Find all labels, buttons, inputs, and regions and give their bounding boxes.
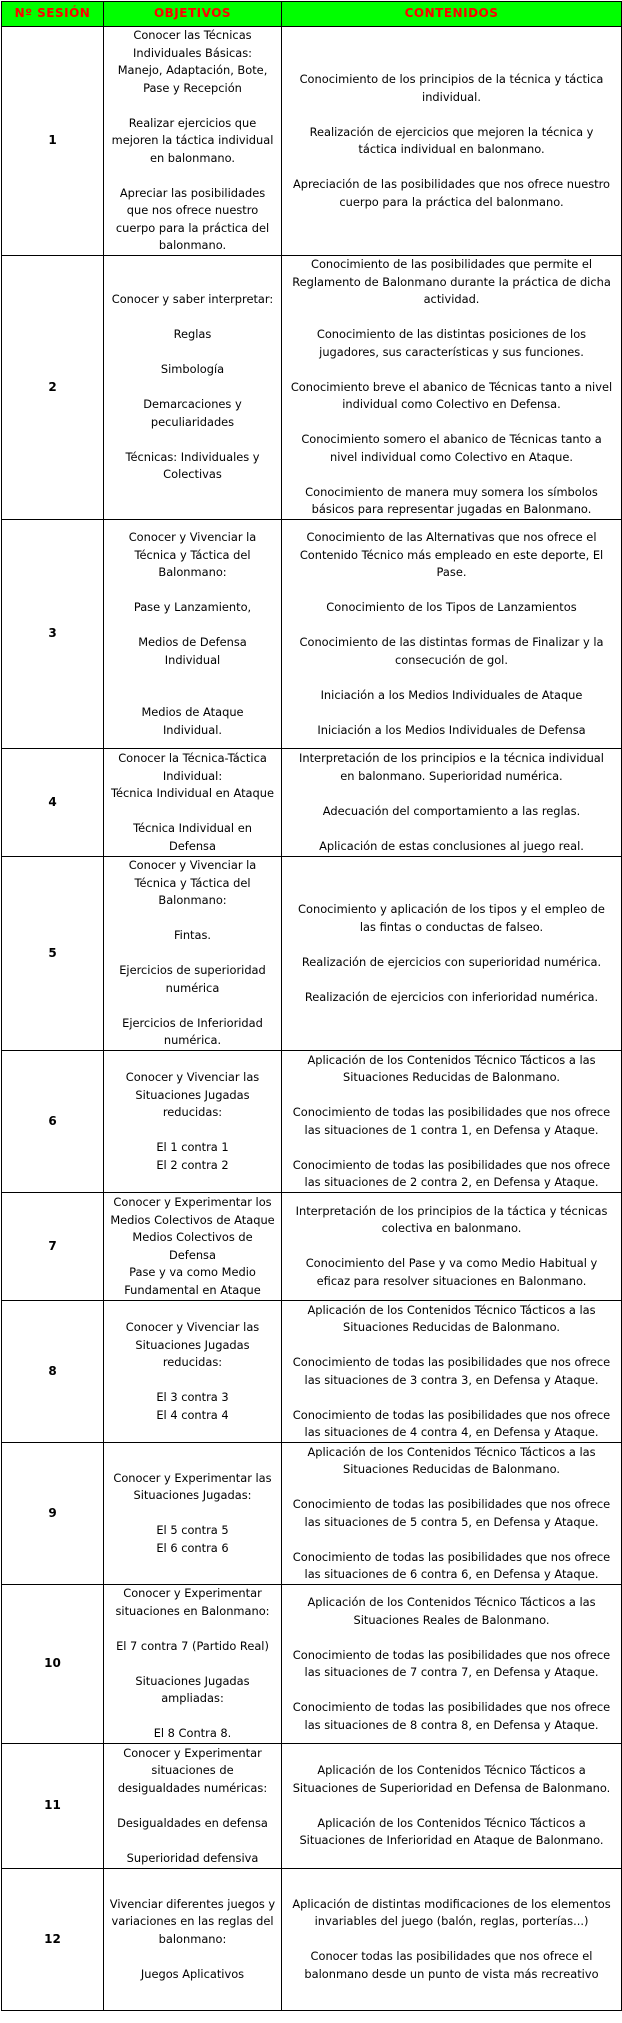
objectives-cell bbox=[104, 27, 282, 256]
objective-line: Medios de Ataque bbox=[141, 705, 244, 719]
content-line: Aplicación de los Contenidos Técnico Tácticos a las bbox=[307, 1302, 596, 1317]
objective-line: que nos ofrece nuestro bbox=[126, 203, 259, 218]
objective-line: El 3 contra 3 bbox=[156, 1390, 229, 1404]
content-line: Conocimiento de las distintas formas de Finalizar y la bbox=[299, 635, 604, 649]
content-line: Reglamento de Balonmano durante la práctica de dicha bbox=[292, 274, 611, 289]
objectives-cell bbox=[104, 1869, 282, 2011]
content-line bbox=[285, 1238, 618, 1256]
objectives-cell bbox=[104, 256, 282, 520]
content-line: Situaciones de Inferioridad en Ataque de Balonmano. bbox=[299, 1833, 604, 1848]
objective-line: Técnica y Táctica del bbox=[134, 875, 251, 890]
objective-line: El 7 contra 7 (Partido Real) bbox=[116, 1638, 269, 1653]
objectives-cell bbox=[104, 749, 282, 857]
objectives-cell bbox=[104, 857, 282, 1051]
content-line: las fintas o conductas de falseo. bbox=[359, 919, 544, 934]
header-objectives: OBJETIVOS bbox=[104, 2, 282, 27]
objective-line: en balonmano. bbox=[149, 150, 236, 165]
content-line: Conocimiento de todas las posibilidades que nos ofrece bbox=[292, 1157, 611, 1172]
content-line: Conocimiento de todas las posibilidades que nos ofrece bbox=[292, 1105, 611, 1119]
contents-cell bbox=[282, 1869, 622, 2011]
content-line: Conocimiento de todas las posibilidades que nos ofrece bbox=[292, 1549, 611, 1564]
contents-cell bbox=[282, 520, 622, 749]
objectives-cell bbox=[104, 1443, 282, 1585]
sessions-table bbox=[1, 1, 622, 2011]
content-line: Situaciones Reducidas de Balonmano. bbox=[343, 1462, 560, 1476]
objective-line: reducidas: bbox=[162, 1105, 223, 1119]
content-line: Conocimiento de las posibilidades que permite el bbox=[311, 257, 592, 272]
contents-cell bbox=[282, 27, 622, 256]
objective-line: Técnicas: Individuales y bbox=[125, 449, 260, 464]
objective-line bbox=[107, 1708, 278, 1726]
objective-line: Ejercicios de superioridad bbox=[119, 963, 266, 978]
content-line: Conocimiento de todas las posibilidades que nos ofrece bbox=[292, 1497, 611, 1511]
contents-cell bbox=[282, 1744, 622, 1869]
objective-line: El 4 contra 4 bbox=[156, 1407, 229, 1422]
contents-cell bbox=[282, 857, 622, 1051]
content-line: Interpretación de los principios de la táctica y técnicas bbox=[295, 1203, 608, 1218]
objective-line bbox=[107, 910, 278, 928]
objective-line: Individual: bbox=[162, 768, 223, 783]
objective-line: Técnica y Táctica del bbox=[134, 547, 251, 562]
objective-line: reducidas: bbox=[162, 1355, 223, 1369]
objective-line bbox=[107, 1620, 278, 1638]
objective-line: Conocer y Vivenciar la bbox=[128, 858, 257, 873]
objective-line: Conocer y Experimentar las bbox=[113, 1470, 272, 1485]
content-line: eficaz para resolver situaciones en Balonmano. bbox=[316, 1273, 587, 1288]
objective-line bbox=[107, 1122, 278, 1140]
content-line: Conocimiento y aplicación de los tipos y el empleo de bbox=[298, 902, 605, 916]
objective-line: ampliadas: bbox=[161, 1691, 224, 1706]
contents-cell bbox=[282, 1051, 622, 1193]
objective-line: desigualdades numéricas: bbox=[117, 1780, 268, 1795]
objective-line: Simbología bbox=[160, 362, 225, 377]
objective-line: Conocer y saber interpretar: bbox=[111, 292, 274, 307]
content-line: Conocimiento somero el abanico de Técnicas tanto a bbox=[301, 432, 602, 447]
objective-line: Conocer y Vivenciar las bbox=[125, 1070, 260, 1084]
contents-cell bbox=[282, 1443, 622, 1585]
content-line bbox=[285, 1139, 618, 1157]
objective-line: Conocer y Vivenciar las bbox=[125, 1320, 260, 1334]
objective-line: Balonmano: bbox=[158, 565, 227, 579]
content-line: Situaciones Reales de Balonmano. bbox=[353, 1612, 550, 1627]
objective-line: Balonmano: bbox=[158, 893, 227, 908]
content-line: consecución de gol. bbox=[395, 652, 508, 667]
content-line: Realización de ejercicios con superioridad numérica. bbox=[301, 954, 602, 969]
objective-line: Ejercicios de Inferioridad bbox=[122, 1015, 263, 1030]
content-line: Situaciones de Superioridad en Defensa de Balonmano. bbox=[292, 1780, 611, 1795]
table-row bbox=[2, 520, 622, 749]
objective-line bbox=[107, 582, 278, 600]
table-row bbox=[2, 1051, 622, 1193]
session-number: 11 bbox=[2, 1744, 104, 1869]
objective-line: Reglas bbox=[173, 327, 212, 342]
objective-line: Individuales Básicas: bbox=[133, 45, 252, 60]
content-line: Conocimiento de las Alternativas que nos ofrece el bbox=[306, 530, 597, 544]
table-row bbox=[2, 749, 622, 857]
objective-line bbox=[107, 1372, 278, 1390]
objective-line: Técnica Individual en bbox=[133, 821, 252, 835]
objective-line bbox=[107, 344, 278, 362]
objective-line: Pase y Recepción bbox=[143, 80, 242, 95]
objectives-cell bbox=[104, 520, 282, 749]
content-line: colectiva en balonmano. bbox=[381, 1221, 522, 1236]
contents-cell bbox=[282, 749, 622, 857]
objective-line: variaciones en las reglas del bbox=[111, 1914, 274, 1929]
content-line bbox=[285, 785, 618, 803]
content-line: Apreciación de las posibilidades que nos ofrece nuestro bbox=[292, 177, 611, 191]
objective-line bbox=[107, 1505, 278, 1523]
objectives-cell bbox=[104, 1585, 282, 1744]
objective-line: Individual. bbox=[162, 722, 223, 737]
content-line: nivel individual como Colectivo en Ataque. bbox=[329, 449, 574, 464]
content-line: Conocimiento de las distintas posiciones de los bbox=[316, 327, 587, 342]
content-line: Aplicación de los Contenidos Técnico Tácticos a bbox=[317, 1763, 586, 1778]
header-row bbox=[2, 2, 622, 27]
objective-line: Juegos Aplicativos bbox=[140, 1966, 245, 1981]
content-line bbox=[285, 414, 618, 432]
session-number: 8 bbox=[2, 1301, 104, 1443]
content-line: balonmano desde un punto de vista más recreativo bbox=[304, 1966, 599, 1981]
objective-line bbox=[107, 379, 278, 397]
content-line: las situaciones de 4 contra 4, en Defensa y Ataque. bbox=[304, 1425, 599, 1439]
content-line: Aplicación de los Contenidos Técnico Tácticos a bbox=[317, 1815, 586, 1830]
content-line bbox=[285, 617, 618, 635]
table-row bbox=[2, 27, 622, 256]
content-line: Realización de ejercicios con inferioridad numérica. bbox=[304, 989, 599, 1004]
content-line: invariables del juego (balón, reglas, porterías...) bbox=[314, 1914, 589, 1929]
content-line bbox=[285, 582, 618, 600]
objective-line: situaciones de bbox=[151, 1763, 234, 1778]
content-line bbox=[285, 361, 618, 379]
content-line bbox=[285, 971, 618, 989]
objective-line: Conocer las Técnicas bbox=[133, 28, 252, 43]
content-line: individual. bbox=[422, 89, 481, 104]
table-row bbox=[2, 256, 622, 520]
objective-line: Apreciar las posibilidades bbox=[119, 185, 266, 200]
content-line: Conocimiento de todas las posibilidades que nos ofrece bbox=[292, 1647, 611, 1662]
objective-line: Conocer y Vivenciar la bbox=[128, 530, 257, 544]
objective-line: Medios de Defensa bbox=[138, 635, 247, 649]
objectives-cell bbox=[104, 1051, 282, 1193]
objective-line bbox=[107, 1655, 278, 1673]
content-line bbox=[285, 159, 618, 177]
objective-line: El 8 Contra 8. bbox=[153, 1726, 232, 1741]
session-number: 1 bbox=[2, 27, 104, 256]
content-line: jugadores, sus características y sus funciones. bbox=[319, 344, 584, 359]
table-row bbox=[2, 1193, 622, 1301]
content-line: Pase. bbox=[436, 565, 467, 579]
content-line: Iniciación a los Medios Individuales de Ataque bbox=[320, 687, 583, 702]
objective-line: Fintas. bbox=[173, 928, 212, 943]
content-line: las situaciones de 2 contra 2, en Defensa y Ataque. bbox=[304, 1175, 599, 1189]
content-line bbox=[285, 1629, 618, 1647]
objective-line: Vivenciar diferentes juegos y bbox=[109, 1896, 276, 1911]
objectives-cell bbox=[104, 1744, 282, 1869]
objective-line: El 6 contra 6 bbox=[156, 1540, 229, 1555]
content-line: las situaciones de 3 contra 3, en Defensa y Ataque. bbox=[304, 1372, 599, 1387]
content-line bbox=[285, 309, 618, 327]
objective-line bbox=[107, 803, 278, 821]
content-line bbox=[285, 1682, 618, 1700]
session-number: 2 bbox=[2, 256, 104, 520]
content-line bbox=[285, 1087, 618, 1105]
objective-line bbox=[107, 945, 278, 963]
session-number: 5 bbox=[2, 857, 104, 1051]
objective-line: Situaciones Jugadas bbox=[135, 1673, 250, 1688]
table-row bbox=[2, 1585, 622, 1744]
content-line: las situaciones de 8 contra 8, en Defensa y Ataque. bbox=[304, 1717, 599, 1732]
content-line bbox=[285, 1389, 618, 1407]
objective-line bbox=[107, 1948, 278, 1966]
table-body bbox=[2, 27, 622, 2011]
content-line: las situaciones de 1 contra 1, en Defensa y Ataque. bbox=[304, 1122, 599, 1137]
objective-line: Conocer y Experimentar bbox=[123, 1745, 262, 1760]
session-number: 7 bbox=[2, 1193, 104, 1301]
content-line bbox=[285, 1931, 618, 1949]
objective-line: Defensa bbox=[169, 1247, 216, 1262]
objective-line: Manejo, Adaptación, Bote, bbox=[117, 63, 268, 78]
objective-line: Situaciones Jugadas bbox=[135, 1087, 250, 1102]
content-line: Aplicación de los Contenidos Técnico Tácticos a las bbox=[307, 1595, 596, 1609]
content-line: Adecuación del comportamiento a las reglas. bbox=[322, 803, 581, 818]
session-number: 6 bbox=[2, 1051, 104, 1193]
objective-line: Individual bbox=[164, 652, 221, 667]
session-number: 12 bbox=[2, 1869, 104, 2011]
content-line: Conocimiento de todas las posibilidades que nos ofrece bbox=[292, 1700, 611, 1714]
objective-line: peculiaridades bbox=[150, 414, 235, 429]
content-line: Iniciación a los Medios Individuales de Defensa bbox=[317, 722, 586, 737]
content-line: Situaciones Reducidas de Balonmano. bbox=[343, 1320, 560, 1334]
objective-line bbox=[107, 167, 278, 185]
content-line bbox=[285, 106, 618, 124]
content-line: Conocimiento de todas las posibilidades que nos ofrece bbox=[292, 1355, 611, 1369]
session-number: 4 bbox=[2, 749, 104, 857]
content-line bbox=[285, 704, 618, 722]
objective-line bbox=[107, 669, 278, 687]
session-number: 10 bbox=[2, 1585, 104, 1744]
objective-line: cuerpo para la práctica del bbox=[115, 220, 270, 235]
header-contents: CONTENIDOS bbox=[282, 2, 622, 27]
content-line: Conocer todas las posibilidades que nos ofrece el bbox=[310, 1949, 593, 1964]
content-line: las situaciones de 7 contra 7, en Defensa y Ataque. bbox=[304, 1665, 599, 1679]
contents-cell bbox=[282, 1301, 622, 1443]
content-line bbox=[285, 1337, 618, 1355]
objective-line: Defensa bbox=[169, 838, 216, 853]
content-line bbox=[285, 1531, 618, 1549]
objective-line: situaciones en Balonmano: bbox=[115, 1603, 270, 1618]
content-line bbox=[285, 936, 618, 954]
objective-line: Situaciones Jugadas: bbox=[133, 1488, 252, 1503]
objective-line: Demarcaciones y bbox=[143, 397, 242, 412]
session-number: 9 bbox=[2, 1443, 104, 1585]
objective-line bbox=[107, 997, 278, 1015]
objective-line: numérica bbox=[165, 980, 220, 995]
content-line bbox=[285, 820, 618, 838]
content-line bbox=[285, 669, 618, 687]
content-line: Contenido Técnico más empleado en este deporte, El bbox=[299, 547, 604, 562]
table-row bbox=[2, 1301, 622, 1443]
objective-line bbox=[107, 309, 278, 327]
objective-line: Medios Colectivos de bbox=[132, 1230, 253, 1244]
objective-line: Pase y Lanzamiento, bbox=[133, 600, 252, 614]
objective-line: numérica. bbox=[163, 1033, 222, 1048]
header-session: Nº SESIÓN bbox=[2, 2, 104, 27]
content-line: Conocimiento breve el abanico de Técnicas tanto a nivel bbox=[290, 379, 613, 394]
content-line: Aplicación de los Contenidos Técnico Tácticos a las bbox=[307, 1052, 596, 1067]
objective-line: El 1 contra 1 bbox=[156, 1140, 229, 1154]
objective-line: Pase y va como Medio bbox=[129, 1265, 256, 1279]
table-row bbox=[2, 1744, 622, 1869]
content-line: Aplicación de los Contenidos Técnico Tácticos a las bbox=[307, 1444, 596, 1459]
content-line: Realización de ejercicios que mejoren la técnica y bbox=[309, 124, 594, 139]
content-line: Aplicación de estas conclusiones al juego real. bbox=[319, 838, 584, 853]
objective-line bbox=[107, 97, 278, 115]
content-line: Conocimiento de los principios de la técnica y táctica bbox=[299, 72, 604, 86]
objectives-cell bbox=[104, 1301, 282, 1443]
objective-line: balonmano: bbox=[158, 1931, 227, 1946]
objective-line: Situaciones Jugadas bbox=[135, 1337, 250, 1352]
content-line: Conocimiento de todas las posibilidades que nos ofrece bbox=[292, 1407, 611, 1422]
content-line bbox=[285, 466, 618, 484]
objective-line: Desigualdades en defensa bbox=[117, 1815, 268, 1830]
objective-line: balonmano. bbox=[158, 238, 227, 253]
session-number: 3 bbox=[2, 520, 104, 749]
content-line: actividad. bbox=[423, 292, 480, 307]
content-line: Aplicación de distintas modificaciones de los elementos bbox=[292, 1896, 611, 1911]
objective-line bbox=[107, 1797, 278, 1815]
table-row bbox=[2, 1869, 622, 2011]
objectives-cell bbox=[104, 1193, 282, 1301]
objective-line: Técnica Individual en Ataque bbox=[111, 786, 274, 800]
content-line: Situaciones Reducidas de Balonmano. bbox=[343, 1070, 560, 1084]
objective-line: El 5 contra 5 bbox=[156, 1523, 229, 1538]
content-line: en balonmano. Superioridad numérica. bbox=[340, 768, 563, 783]
objective-line: Medios Colectivos de Ataque bbox=[110, 1212, 275, 1227]
content-line: Conocimiento de manera muy somera los símbolos bbox=[305, 484, 598, 499]
content-line: táctica individual en balonmano. bbox=[358, 142, 545, 156]
objective-line bbox=[107, 617, 278, 635]
content-line: Conocimiento de los Tipos de Lanzamientos bbox=[326, 600, 577, 614]
objective-line: Realizar ejercicios que bbox=[128, 115, 257, 130]
objective-line: mejoren la táctica individual bbox=[111, 133, 274, 148]
table-row bbox=[2, 1443, 622, 1585]
content-line: las situaciones de 6 contra 6, en Defensa y Ataque. bbox=[304, 1567, 599, 1581]
content-line: Interpretación de los principios e la técnica individual bbox=[299, 751, 604, 765]
content-line: las situaciones de 5 contra 5, en Defensa y Ataque. bbox=[304, 1514, 599, 1529]
objective-line: El 2 contra 2 bbox=[156, 1157, 229, 1172]
objective-line: Conocer y Experimentar los bbox=[113, 1195, 272, 1209]
content-line bbox=[285, 1797, 618, 1815]
objective-line bbox=[107, 431, 278, 449]
table-row bbox=[2, 857, 622, 1051]
content-line: básicos para representar jugadas en Balonmano. bbox=[311, 502, 592, 517]
content-line: cuerpo para la práctica del balonmano. bbox=[339, 194, 564, 209]
content-line bbox=[285, 1479, 618, 1497]
objective-line bbox=[107, 687, 278, 705]
contents-cell bbox=[282, 1193, 622, 1301]
objective-line: Superioridad defensiva bbox=[126, 1850, 259, 1865]
objective-line: Colectivas bbox=[163, 467, 222, 482]
content-line: individual como Colectivo en Defensa. bbox=[342, 397, 561, 412]
contents-cell bbox=[282, 256, 622, 520]
objective-line: Conocer la Técnica-Táctica bbox=[118, 751, 267, 765]
contents-cell bbox=[282, 1585, 622, 1744]
objective-line: Conocer y Experimentar bbox=[123, 1586, 262, 1601]
content-line: Conocimiento del Pase y va como Medio Habitual y bbox=[305, 1256, 598, 1271]
objective-line: Fundamental en Ataque bbox=[124, 1282, 261, 1297]
objective-line bbox=[107, 1832, 278, 1850]
